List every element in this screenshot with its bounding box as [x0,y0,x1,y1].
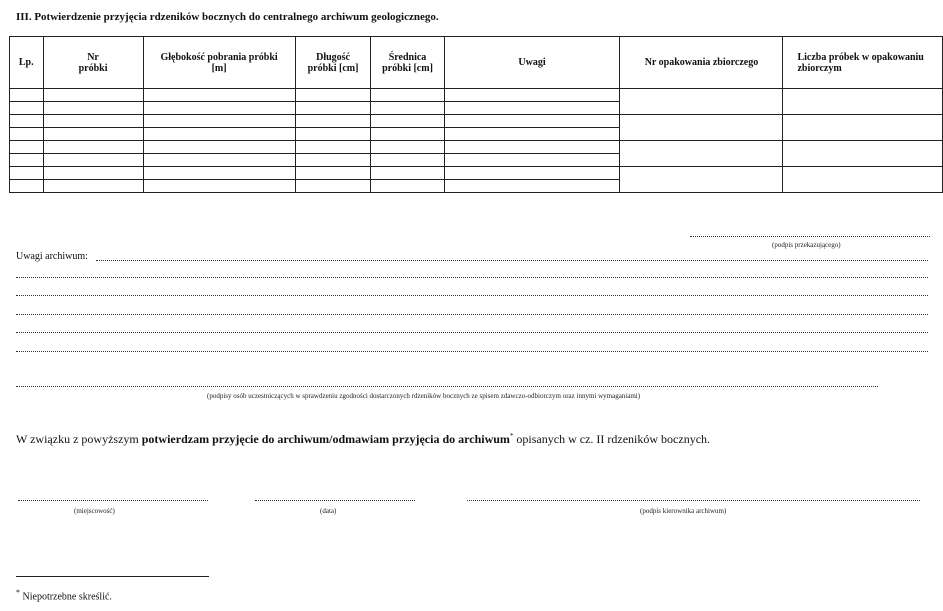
table-cell[interactable] [371,180,444,193]
samples-table [9,36,943,193]
table-cell[interactable] [10,89,44,102]
table-cell[interactable] [295,141,371,154]
package-cell[interactable] [783,167,943,193]
table-cell[interactable] [444,180,620,193]
package-cell[interactable] [620,89,783,115]
archive-head-signature-line[interactable] [467,500,920,501]
table-cell[interactable] [143,115,295,128]
col-header-lp: Lp. [10,37,44,89]
table-body [10,89,943,193]
table-cell[interactable] [444,128,620,141]
col-header-package-no: Nr opakowania zbiorczego [620,37,783,89]
col-header-package-count: Liczba próbek w opakowaniu zbiorczym [783,37,943,89]
table-cell[interactable] [143,154,295,167]
table-cell[interactable] [43,128,143,141]
table-cell[interactable] [444,141,620,154]
col-header-diameter: Średnica próbki [cm] [371,37,444,89]
participants-signature-line[interactable] [16,386,878,387]
acceptance-choice[interactable]: potwierdzam przyjęcie do archiwum/odmawiam przyjęcia do archiwum [141,432,510,446]
col-header-remarks: Uwagi [444,37,620,89]
participants-signature-caption: (podpisy osób uczestniczących w sprawdzeniu zgodności dostarczonych rdzeników bocznych ze spisem zdawczo-odbiorczym oraz innymi wymaganiami) [207,392,641,400]
table-cell[interactable] [10,128,44,141]
table-cell[interactable] [444,89,620,102]
table-cell[interactable] [143,167,295,180]
table-header-row [10,37,943,89]
table-row [10,115,943,128]
table-cell[interactable] [143,180,295,193]
archive-remarks-label: Uwagi archiwum: [16,251,88,262]
table-cell[interactable] [295,89,371,102]
table-cell[interactable] [371,154,444,167]
table-cell[interactable] [43,167,143,180]
date-line[interactable] [255,500,415,501]
table-cell[interactable] [10,115,44,128]
col-header-sample-no: Nr próbki [43,37,143,89]
table-cell[interactable] [43,141,143,154]
remarks-line[interactable] [16,314,928,315]
package-cell[interactable] [620,115,783,141]
col-header-depth: Głębokość pobrania próbki [m] [143,37,295,89]
table-cell[interactable] [43,89,143,102]
package-cell[interactable] [620,141,783,167]
table-cell[interactable] [43,115,143,128]
table-cell[interactable] [295,115,371,128]
footnote-separator [16,576,209,577]
table-cell[interactable] [444,154,620,167]
table-cell[interactable] [143,102,295,115]
remarks-line[interactable] [16,295,928,296]
col-header-length: Długość próbki [cm] [295,37,371,89]
table-cell[interactable] [10,180,44,193]
table-cell[interactable] [295,180,371,193]
table-cell[interactable] [10,154,44,167]
table-cell[interactable] [43,180,143,193]
section-title: III. Potwierdzenie przyjęcia rdzeników bocznych do centralnego archiwum geologicznego. [16,11,439,23]
table-cell[interactable] [371,141,444,154]
footnote: * Niepotrzebne skreślić. [16,588,112,603]
table-cell[interactable] [295,167,371,180]
place-caption: (miejscowość) [74,507,115,515]
table-cell[interactable] [444,115,620,128]
remarks-line[interactable] [96,260,928,261]
package-cell[interactable] [783,89,943,115]
table-cell[interactable] [10,141,44,154]
remarks-line[interactable] [16,332,928,333]
package-cell[interactable] [620,167,783,193]
table-cell[interactable] [10,167,44,180]
table-cell[interactable] [143,89,295,102]
transferor-signature-line[interactable] [690,236,930,237]
remarks-line[interactable] [16,351,928,352]
table-cell[interactable] [43,154,143,167]
package-cell[interactable] [783,115,943,141]
table-row [10,89,943,102]
table-cell[interactable] [43,102,143,115]
table-row [10,141,943,154]
table-cell[interactable] [371,167,444,180]
table-cell[interactable] [371,128,444,141]
table-cell[interactable] [371,89,444,102]
table-cell[interactable] [143,141,295,154]
table-cell[interactable] [371,115,444,128]
acceptance-statement: W związku z powyższym potwierdzam przyjęcie do archiwum/odmawiam przyjęcia do archiwum* opisanych w cz. II rdzeników bocznych. [16,432,711,446]
table-cell[interactable] [10,102,44,115]
date-caption: (data) [320,507,337,515]
table-cell[interactable] [295,102,371,115]
table-cell[interactable] [143,128,295,141]
table-cell[interactable] [371,102,444,115]
table-cell[interactable] [444,167,620,180]
transferor-signature-caption: (podpis przekazującego) [772,241,841,249]
place-line[interactable] [18,500,208,501]
archive-head-signature-caption: (podpis kierownika archiwum) [640,507,727,515]
table-cell[interactable] [295,128,371,141]
table-row [10,167,943,180]
table-cell[interactable] [444,102,620,115]
package-cell[interactable] [783,141,943,167]
table-cell[interactable] [295,154,371,167]
remarks-line[interactable] [16,277,928,278]
